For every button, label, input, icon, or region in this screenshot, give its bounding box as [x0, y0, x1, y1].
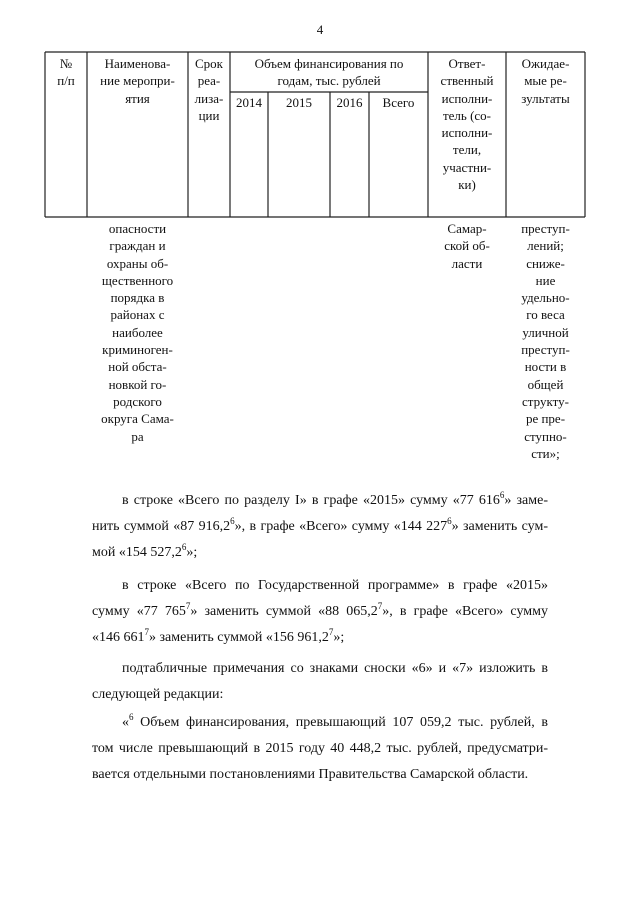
- header-num: № п/п: [57, 56, 75, 89]
- paragraph-footnotes-intro: подтабличные примечания со знаками сноски «6» и «7» изложить в следующей редакции:: [92, 661, 548, 702]
- header-name: Наименова- ние меропри- ятия: [100, 56, 175, 106]
- paragraph-program-total: в строке «Всего по Государственной программе» в графе «2015» сумму «77 $765^7$» заменить суммой «88 065,2$^7$», в графе «Всего» сумму «146 $661^7$» заменить суммой «156 961,2$^7$»;: [92, 578, 548, 645]
- paragraph-footnote-6: «$^6$ Объем финансирования, превышающий 107 059,2 тыс. рублей, в том числе превышающий в 2015 году 40 448,2 тыс. рублей, предусматри- вается отдельными постановлениями Правительства Самарской области.: [92, 712, 548, 782]
- header-2014: 2014: [236, 95, 262, 110]
- row-expected: преступ- лений; сниже- ние удельно- го веса уличной преступ- ности в общей структу- ре пре- ступно- сти»;: [521, 221, 570, 461]
- header-total: Всего: [382, 95, 415, 110]
- header-term: Срок реа- лиза- ции: [194, 56, 224, 123]
- paragraph-section-total: в строке «Всего по разделу I» в графе «2015» сумму «77 $616^6$» заме- нить суммой «87 916,2$^6$», в графе «Всего» сумму «144 $227^6$» заменить сум- мой «154 527,2$^6$»;: [92, 490, 549, 560]
- header-2016: 2016: [336, 95, 363, 110]
- row-activity-name: опасности граждан и охраны об- щественного порядка в районах с наиболее криминоген- ной обста- новкой го- родского округа Сама- ра: [101, 221, 174, 444]
- page-number: 4: [316, 22, 324, 37]
- row-responsible: Самар- ской об- ласти: [444, 221, 490, 271]
- header-responsible: Ответ- ственный исполни- тель (со- исполни- тели, участни- ки): [440, 56, 494, 193]
- header-funding: Объем финансирования по годам, тыс. рублей: [254, 56, 404, 89]
- header-2015: 2015: [286, 95, 312, 110]
- header-expected: Ожидае- мые ре- зультаты: [521, 56, 570, 106]
